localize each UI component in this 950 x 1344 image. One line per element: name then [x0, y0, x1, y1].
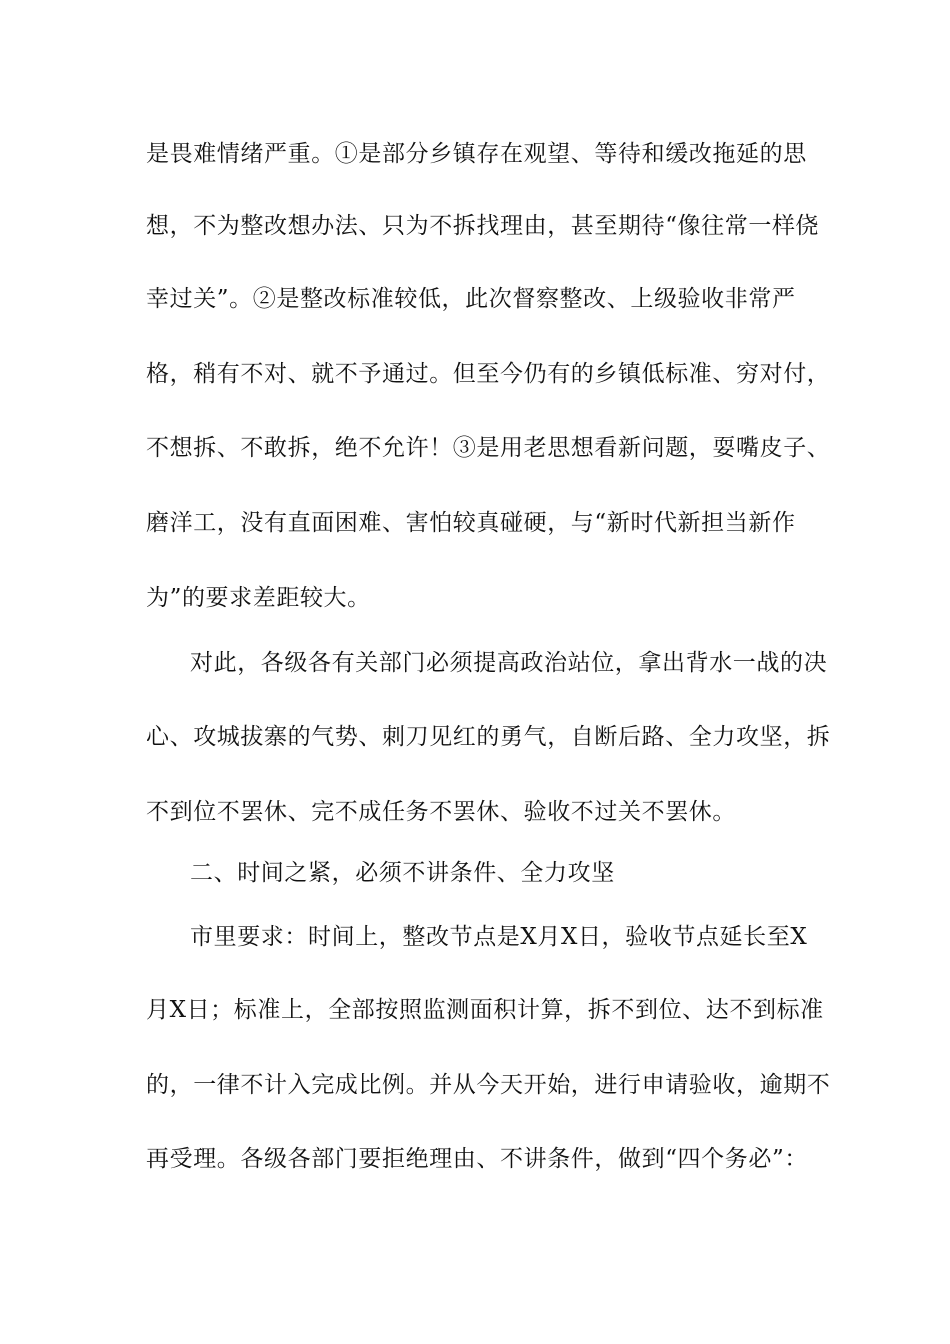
text-line: 心、攻城拔寨的气势、刺刀见红的勇气，自断后路、全力攻坚，拆 [146, 724, 831, 750]
text-line: 为”的要求差距较大。 [146, 585, 371, 611]
text-line: 不到位不罢休、完不成任务不罢休、验收不过关不罢休。 [146, 799, 736, 825]
text-line: 格，稍有不对、就不予通过。但至今仍有的乡镇低标准、穷对付， [146, 361, 831, 387]
paragraph-first-line: 市里要求：时间上，整改节点是X月X日，验收节点延长至X [190, 924, 808, 950]
text-line: 磨洋工，没有直面困难、害怕较真碰硬，与“新时代新担当新作 [146, 510, 796, 536]
text-line: 月X日；标准上，全部按照监测面积计算，拆不到位、达不到标准 [146, 997, 824, 1023]
text-line: 想，不为整改想办法、只为不拆找理由，甚至期待“像往常一样侥 [146, 213, 820, 239]
text-line: 是畏难情绪严重。①是部分乡镇存在观望、等待和缓改拖延的思 [146, 141, 807, 167]
text-line: 的，一律不计入完成比例。并从今天开始，进行申请验收，逾期不 [146, 1072, 831, 1098]
section-heading: 二、时间之紧，必须不讲条件、全力攻坚 [190, 860, 615, 886]
text-line: 再受理。各级各部门要拒绝理由、不讲条件，做到“四个务必”： [146, 1146, 808, 1172]
paragraph-first-line: 对此，各级各有关部门必须提高政治站位，拿出背水一战的决 [190, 650, 828, 676]
text-line: 幸过关”。②是整改标准较低，此次督察整改、上级验收非常严 [146, 286, 796, 312]
text-line: 不想拆、不敢拆，绝不允许！③是用老思想看新问题，耍嘴皮子、 [146, 435, 831, 461]
